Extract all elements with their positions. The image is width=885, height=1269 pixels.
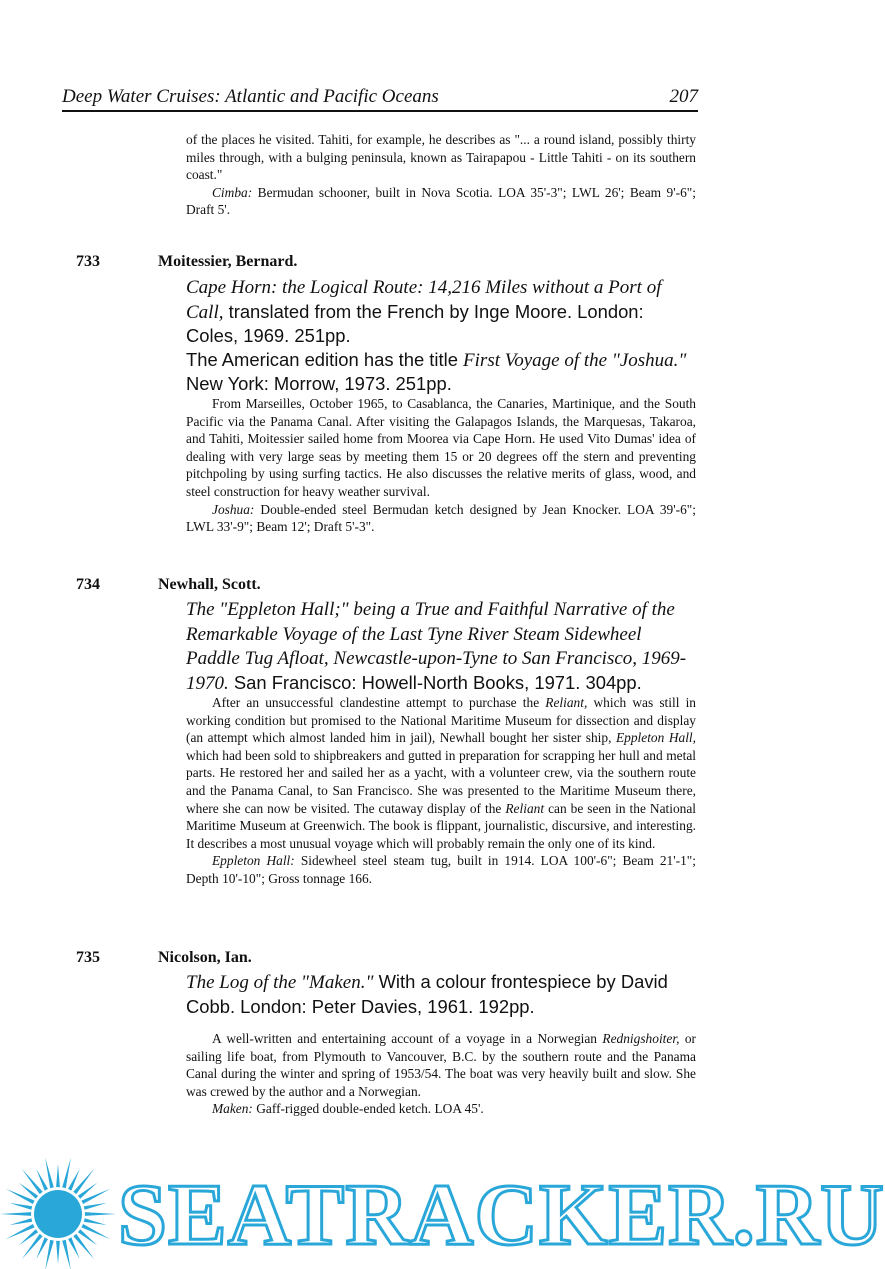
annotation-text: After an unsuccessful clandestine attempt to purchase the <box>212 695 546 710</box>
page-number: 207 <box>669 86 698 107</box>
boat-specs: Gaff-rigged double-ended ketch. LOA 45'. <box>252 1101 484 1117</box>
publication-info: translated from the French by Inge Moore. London: Coles, 1969. 251pp. <box>186 300 644 346</box>
sun-ray <box>84 1218 107 1225</box>
citation-line <box>186 597 698 695</box>
entry-number: 735 <box>76 949 100 966</box>
citation-line <box>186 275 698 348</box>
annotation-paragraph <box>186 694 696 852</box>
boat-note <box>186 184 696 219</box>
watermark-text: SEATRACKER.RU <box>118 1167 885 1264</box>
book-title: Cape Horn: the Logical Route: 14,216 Miles without a Port of Call, <box>186 277 662 323</box>
publication-info: With a colour frontespiece by David Cobb. London: Peter Davies, 1961. 192pp. <box>186 971 668 1017</box>
sun-ray <box>45 1158 54 1189</box>
book-title: The Log of the "Maken." <box>186 972 374 993</box>
boat-note <box>186 1100 696 1118</box>
sun-ray <box>84 1203 107 1210</box>
book-title: The "Eppleton Hall;" being a True and Faithful Narrative of the Remarkable Voyage of the Last Tyne River Steam Sidewheel Paddle Tug Afloat, Newcastle-upon-Tyne to San Francisco, 1969-1970. <box>186 599 687 694</box>
boat-name: Cimba: <box>212 184 253 200</box>
boat-name: Eppleton Hall: <box>212 853 295 869</box>
publication-info: New York: Morrow, 1973. 251pp. <box>186 373 452 394</box>
sun-ray <box>85 1212 116 1216</box>
running-title: Deep Water Cruises: Atlantic and Pacific Oceans <box>62 86 439 107</box>
sun-ray <box>62 1158 71 1189</box>
sun-ray <box>73 1234 94 1259</box>
continuation-text <box>186 131 696 219</box>
annotation-paragraph: From Marseilles, October 1965, to Casablanca, the Canaries, Martinique, and the South Pacific via the Panama Canal. After visiting the Galapagos Islands, the Marquesas, Takaroa, and Tahiti, Moitessier sailed home from Moorea via Cape Horn. He used Vito Dumas' idea of dealing with very large seas by meeting them 15 or 20 degrees off the stern and preventing pitchpoling by using surfing tactics. He also discusses the relative merits of glass, wood, and steel construction for heavy weather survival. <box>186 396 696 499</box>
annotation-paragraph <box>186 1030 696 1100</box>
entry-annotation <box>186 694 696 888</box>
sun-ray <box>9 1218 32 1225</box>
sun-ray <box>73 1169 94 1194</box>
entry-author: Newhall, Scott. <box>158 576 261 593</box>
boat-specs: Bermudan schooner, built in Nova Scotia. LOA 35'-3"; LWL 26'; Beam 9'-6"; Draft 5'. <box>186 184 696 218</box>
annotation-text: A well-written and entertaining account of a voyage in a Norwegian <box>212 1031 603 1046</box>
entry-citation <box>186 275 698 396</box>
annotation-text: can be seen in the National Maritime Museum at Greenwich. The book is flippant, journalistic, discursive, and interesting. It describes a most unusual voyage which will probably remain the only one of its kind. <box>186 800 697 851</box>
sun-ray <box>56 1241 60 1264</box>
entry-number: 734 <box>76 576 100 593</box>
entry-author: Nicolson, Ian. <box>158 949 252 966</box>
boat-name: Joshua: <box>212 501 255 517</box>
sun-ray <box>22 1234 43 1259</box>
sun-ray <box>45 1240 54 1269</box>
boat-note <box>186 501 696 536</box>
entry-author: Moitessier, Bernard. <box>158 253 298 270</box>
boat-specs: Double-ended steel Bermudan ketch designed by Jean Knocker. LOA 39'-6"; LWL 33'-9"; Beam 12'; Draft 5'-3". <box>186 501 696 535</box>
annotation-text: or sailing life boat, from Plymouth to Vancouver, B.C. by the southern route and the Panama Canal during the winter and spring of 1953/54. The boat was very heavily built and slow. She was crewed by the author and a Norwegian. <box>186 1031 696 1099</box>
sun-ray <box>56 1164 60 1187</box>
entry-number: 733 <box>76 253 100 270</box>
citation-line <box>186 970 698 1018</box>
sun-ray <box>62 1240 71 1269</box>
running-header <box>62 86 698 112</box>
publication-info: San Francisco: Howell-North Books, 1971. 304pp. <box>228 671 642 693</box>
entry-annotation <box>186 395 696 536</box>
continuation-paragraph: of the places he visited. Tahiti, for example, he describes as "... a round island, possibly thirty miles through, with a bulging peninsula, known as Tairapapou - Little Tahiti - on its southern coast." <box>186 132 696 183</box>
boat-name: Maken: <box>212 1101 253 1117</box>
entry-citation <box>186 597 698 695</box>
book-title: First Voyage of the "Joshua." <box>463 349 687 371</box>
annotation-text: which had been sold to shipbreakers and gutted in preparation for scrapping her hull and metal parts. He restored her and sailed her as a yacht, with a volunteer crew, via the southern route and the Panama Canal, to San Francisco. She was presented to the Maritime Museum there, where she can now be visited. The cutaway display of the <box>186 747 696 816</box>
entry-citation <box>186 970 698 1018</box>
boat-specs: Sidewheel steel steam tug, built in 1914. LOA 100'-6"; Beam 21'-1"; Depth 10'-10"; Gross tonnage 166. <box>186 853 696 886</box>
edition-note: The American edition has the title <box>186 348 464 370</box>
sun-ray <box>0 1212 31 1216</box>
entry-annotation <box>186 1030 696 1118</box>
ship-name: Reliant, <box>545 695 588 710</box>
sun-icon <box>0 1158 116 1269</box>
boat-note <box>186 852 696 887</box>
ship-name: Eppleton Hall, <box>615 730 696 746</box>
ship-name: Reliant <box>505 800 545 816</box>
citation-line <box>186 348 698 396</box>
boat-type: Rednigshoiter, <box>602 1031 680 1046</box>
annotation-text: which was still in working condition but promised to the National Maritime Museum for dissection and display (an attempt which almost landed him in jail), Newhall bought her sister ship, <box>186 695 696 746</box>
sun-ray <box>22 1169 43 1194</box>
sun-ray <box>9 1203 32 1210</box>
